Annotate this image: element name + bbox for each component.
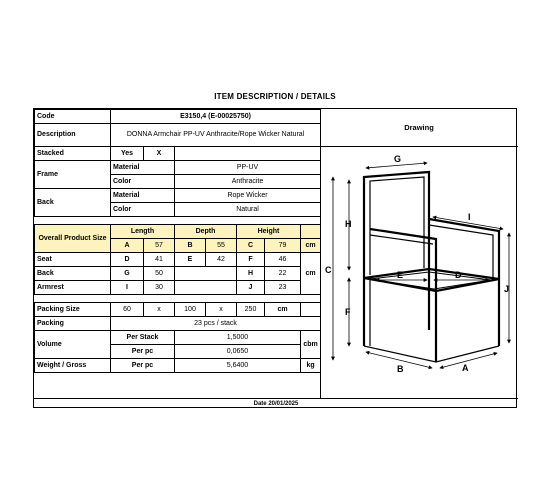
- overall-size-label: Overall Product Size: [35, 225, 111, 253]
- drawing-title: Drawing: [320, 109, 518, 147]
- frame-material-value: PP-UV: [175, 161, 321, 175]
- stacked-mark: X: [144, 147, 175, 161]
- row-packing: [35, 317, 321, 331]
- chair-outline: [364, 172, 499, 362]
- packing-label: Packing: [35, 317, 111, 331]
- length-header: Length: [111, 225, 175, 239]
- packing-x1: x: [144, 303, 175, 317]
- code-label: Code: [35, 110, 111, 124]
- depth-header: Depth: [175, 225, 237, 239]
- back-material-label: Material: [111, 189, 175, 203]
- row-code: [35, 110, 321, 124]
- packing-unit: cm: [265, 303, 301, 317]
- dim-f-label: F: [237, 253, 265, 267]
- overall-unit: cm: [301, 239, 321, 253]
- height-header: Height: [237, 225, 301, 239]
- label-i: I: [468, 212, 471, 222]
- back-color-label: Color: [111, 203, 175, 217]
- spec-sheet: [33, 108, 517, 408]
- page-title: ITEM DESCRIPTION / DETAILS: [214, 92, 336, 101]
- size-unit: cm: [301, 253, 321, 295]
- dim-line-a: [440, 353, 497, 368]
- dim-d-value: 41: [144, 253, 175, 267]
- label-e: E: [397, 270, 404, 280]
- label-h: H: [345, 219, 352, 229]
- row-stacked: [35, 147, 321, 161]
- back-material-value: Rope Wicker: [175, 189, 321, 203]
- weight-unit: kg: [301, 359, 321, 373]
- packing-length: 60: [111, 303, 144, 317]
- label-c: C: [325, 265, 332, 275]
- frame-material-label: Material: [111, 161, 175, 175]
- label-j: J: [504, 284, 510, 294]
- dim-i-value: 30: [144, 281, 175, 295]
- stacked-answer: Yes: [111, 147, 144, 161]
- dim-d-label: D: [111, 253, 144, 267]
- armrest-label: Armrest: [35, 281, 111, 295]
- per-pc-volume-value: 0,0650: [175, 345, 301, 359]
- per-stack-label: Per Stack: [111, 331, 175, 345]
- dim-h-value: 22: [265, 267, 301, 281]
- frame-color-label: Color: [111, 175, 175, 189]
- dim-b-value: 55: [206, 239, 237, 253]
- dim-j-value: 23: [265, 281, 301, 295]
- chair-back-frame: [364, 172, 429, 278]
- packing-height: 250: [237, 303, 265, 317]
- dim-j-label: J: [237, 281, 265, 295]
- frame-label: Frame: [35, 161, 111, 189]
- per-stack-value: 1,5000: [175, 331, 301, 345]
- packing-width: 100: [175, 303, 206, 317]
- spacer-row: [35, 217, 321, 225]
- row-description: [35, 124, 321, 147]
- label-d: D: [455, 270, 462, 280]
- per-pc-volume-label: Per pc: [111, 345, 175, 359]
- dim-h-label: H: [237, 267, 265, 281]
- weight-label: Weight / Gross: [35, 359, 111, 373]
- dim-g-value: 50: [144, 267, 175, 281]
- dim-c-value: 79: [265, 239, 301, 253]
- dim-c-label: C: [237, 239, 265, 253]
- row-frame-material: [35, 161, 321, 175]
- dimension-labels: [325, 154, 509, 374]
- chair-drawing: [321, 147, 518, 398]
- code-value: E3150,4 (E-00025750): [111, 110, 321, 124]
- chair-back-inner: [370, 177, 424, 275]
- description-value: DONNA Armchair PP-UV Anthracite/Rope Wicker Natural: [111, 124, 321, 147]
- row-volume-stack: [35, 331, 321, 345]
- stacked-label: Stacked: [35, 147, 111, 161]
- seat-label: Seat: [35, 253, 111, 267]
- date-footer: Date 20/01/2025: [34, 398, 518, 409]
- dim-b-label: B: [175, 239, 206, 253]
- packing-value: 23 pcs / stack: [111, 317, 321, 331]
- row-seat: [35, 253, 321, 267]
- dim-e-label: E: [175, 253, 206, 267]
- back-label: Back: [35, 189, 111, 217]
- description-label: Description: [35, 124, 111, 147]
- row-packing-size: [35, 303, 321, 317]
- dim-a-label: A: [111, 239, 144, 253]
- row-back-material: [35, 189, 321, 203]
- dim-f-value: 46: [265, 253, 301, 267]
- chair-base: [364, 346, 499, 362]
- back-color-value: Natural: [175, 203, 321, 217]
- packing-size-label: Packing Size: [35, 303, 111, 317]
- spec-table: [34, 109, 321, 373]
- row-armrest: [35, 281, 321, 295]
- per-pc-weight-label: Per pc: [111, 359, 175, 373]
- dim-a-value: 57: [144, 239, 175, 253]
- label-b: B: [397, 364, 404, 374]
- stacked-empty: [175, 147, 321, 161]
- dim-i-label: I: [111, 281, 144, 295]
- dim-g-label: G: [111, 267, 144, 281]
- row-back-dims: [35, 267, 321, 281]
- row-dim-headers: [35, 225, 321, 239]
- row-weight: [35, 359, 321, 373]
- back-dims-label: Back: [35, 267, 111, 281]
- frame-color-value: Anthracite: [175, 175, 321, 189]
- drawing-area: [320, 147, 518, 398]
- label-g: G: [394, 154, 402, 164]
- volume-unit: cbm: [301, 331, 321, 359]
- label-f: F: [345, 307, 351, 317]
- label-a: A: [462, 363, 469, 373]
- spacer-row: [35, 295, 321, 303]
- dim-e-value: 42: [206, 253, 237, 267]
- volume-label: Volume: [35, 331, 111, 359]
- packing-x2: x: [206, 303, 237, 317]
- per-pc-weight-value: 5,6400: [175, 359, 301, 373]
- dimension-lines: [333, 163, 509, 368]
